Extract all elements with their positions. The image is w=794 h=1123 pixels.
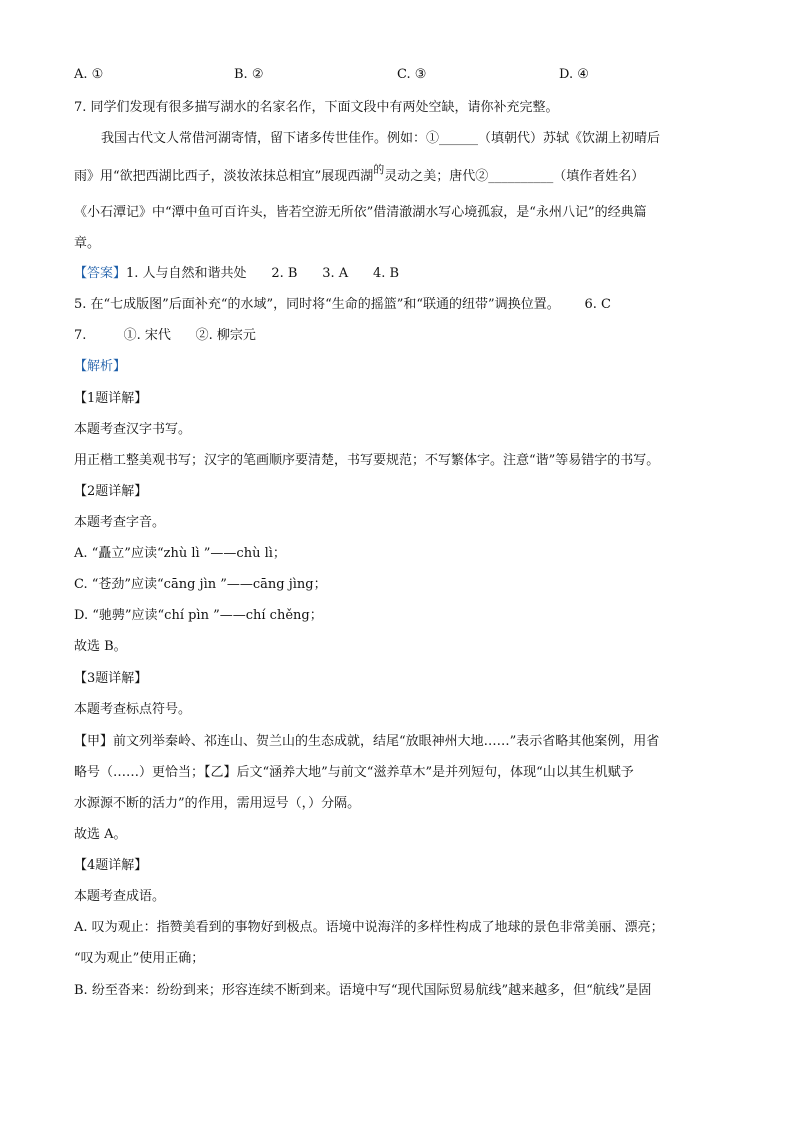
section-2-line-2: A. “矗立”应读“zhù lì ”——chù lì； bbox=[74, 546, 286, 561]
section-2-heading: 【2题详解】 bbox=[74, 484, 148, 499]
section-2-line-4: D. “驰骋”应读“chí pìn ”——chí chěng； bbox=[74, 608, 323, 623]
option-d: D. ④ bbox=[559, 67, 589, 82]
answer-tag: 【答案】 bbox=[74, 266, 127, 281]
section-4-line-3: “叹为观止”使用正确； bbox=[74, 951, 205, 966]
q7-para-line-3: 《小石潭记》中“潭中鱼可百许头，皆若空游无所依”借清澈湖水写心境孤寂，是“永州八记”的经典篇 bbox=[74, 205, 647, 220]
section-1-line-1: 本题考查汉字书写。 bbox=[74, 422, 192, 437]
section-2-line-1: 本题考查字音。 bbox=[74, 515, 166, 530]
answer-line-2: 5. 在“七成版图”后面补充“的水域”，同时将“生命的摇篮”和“联通的纽带”调换位置。 6. C bbox=[74, 297, 611, 312]
section-4-line-2: A. 叹为观止：指赞美看到的事物好到极点。语境中说海洋的多样性构成了地球的景色非常美丽、漂亮； bbox=[74, 920, 664, 935]
q7-para-line-1: 我国古代文人常借河湖寄情，留下诸多传世佳作。例如：①______（填朝代）苏轼《饮湖上初晴后 bbox=[101, 131, 661, 146]
q7-para-line-2 bbox=[74, 163, 645, 186]
answer-line-3: 7. ①. 宋代 ②. 柳宗元 bbox=[74, 328, 256, 343]
analysis-tag: 【解析】 bbox=[74, 359, 127, 374]
section-4-line-4: B. 纷至沓来：纷纷到来；形容连续不断到来。语境中写“现代国际贸易航线”越来越多，但“航线”是固 bbox=[74, 983, 652, 998]
section-2-line-3: C. “苍劲”应读“cāng jìn ”——cāng jìng； bbox=[74, 577, 327, 592]
q7-para-line-2b: 灵动之美；唐代②__________（填作者姓名） bbox=[384, 169, 645, 184]
section-4-line-1: 本题考查成语。 bbox=[74, 889, 166, 904]
q7-para-sup: 的 bbox=[373, 163, 385, 176]
section-3-line-5: 故选 A。 bbox=[74, 827, 127, 842]
section-3-line-4: 水源源不断的活力”的作用，需用逗号（，）分隔。 bbox=[74, 796, 361, 811]
section-1-heading: 【1题详解】 bbox=[74, 391, 148, 406]
option-a: A. ① bbox=[74, 67, 104, 82]
option-b: B. ② bbox=[234, 67, 264, 82]
answer-line-1 bbox=[74, 265, 399, 283]
q7-stem: 7. 同学们发现有很多描写湖水的名家名作，下面文段中有两处空缺，请你补充完整。 bbox=[74, 100, 559, 115]
q7-para-line-4: 章。 bbox=[74, 236, 101, 251]
section-4-heading: 【4题详解】 bbox=[74, 858, 148, 873]
section-3-line-1: 本题考查标点符号。 bbox=[74, 702, 192, 717]
option-c: C. ③ bbox=[397, 67, 427, 82]
section-3-heading: 【3题详解】 bbox=[74, 671, 148, 686]
q7-para-line-2a: 雨》用“欲把西湖比西子，淡妆浓抹总相宜”展现西湖 bbox=[74, 169, 374, 184]
section-3-line-2: 【甲】前文列举秦岭、祁连山、贺兰山的生态成就，结尾“放眼神州大地……”表示省略其他案例，用省 bbox=[74, 734, 660, 749]
section-3-line-3: 略号（……）更恰当；【乙】后文“涵养大地”与前文“滋养草木”是并列短句，体现“山以其生机赋予 bbox=[74, 765, 634, 780]
answer-text-1: 1. 人与自然和谐共处 2. B 3. A 4. B bbox=[126, 266, 400, 281]
section-1-line-2: 用正楷工整美观书写；汉字的笔画顺序要清楚，书写要规范；不写繁体字。注意“谐”等易错字的书写。 bbox=[74, 453, 660, 468]
section-2-line-5: 故选 B。 bbox=[74, 639, 127, 654]
